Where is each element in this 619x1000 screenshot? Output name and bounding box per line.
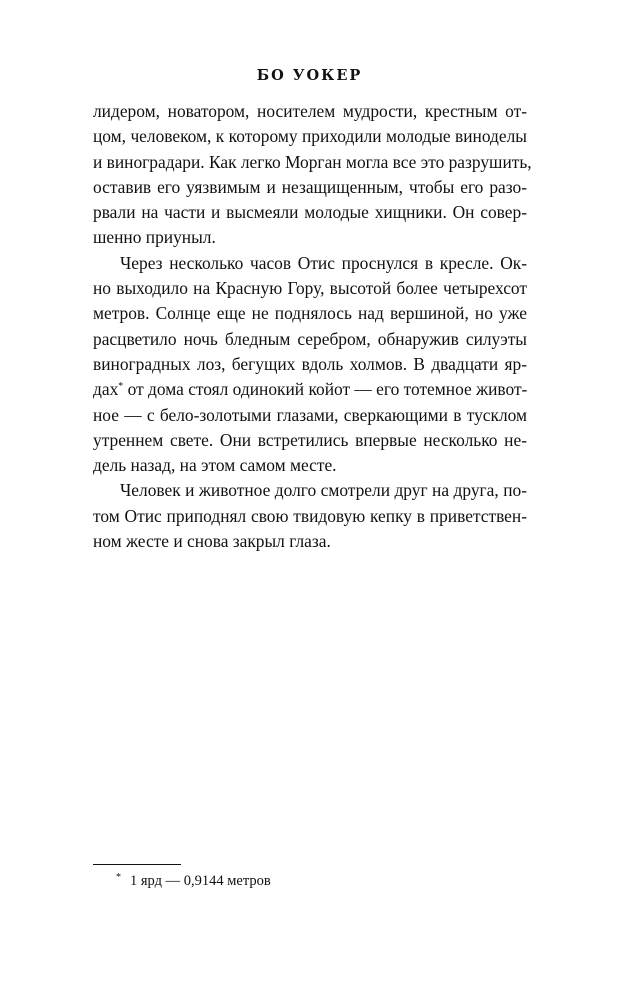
text-line: утреннем свете. Они встретились впервые несколько не- — [93, 429, 527, 450]
text-line: том Отис приподнял свою твидовую кепку в приветствен- — [93, 505, 527, 526]
text-line: шенно приуныл. — [93, 227, 216, 248]
text-line: и виноградари. Как легко Морган могла все это разрушить, — [93, 151, 532, 172]
text-line: оставив его уязвимым и незащищенным, чтобы его разо- — [93, 176, 527, 197]
footnote-text: 1 ярд — 0,9144 метров — [130, 873, 271, 889]
text-line: рвали на части и высмеяли молодые хищники. Он совер- — [93, 202, 527, 223]
text-fragment: от дома стоял одинокий койот — его тотемное живот- — [127, 379, 528, 400]
footnote-marker: * — [118, 381, 124, 393]
running-head: БО УОКЕР — [256, 67, 363, 84]
body-text — [93, 99, 532, 554]
text-line-with-footnote — [93, 377, 527, 402]
paragraph — [93, 251, 527, 479]
footnote-marker: * — [116, 872, 121, 883]
text-line: Человек и животное долго смотрели друг на друга, по- — [120, 480, 527, 501]
text-line: но выходило на Красную Гору, высотой более четырехсот — [93, 278, 527, 299]
text-line: метров. Солнце еще не поднялось над вершиной, но уже — [93, 303, 527, 324]
footnote — [116, 872, 271, 890]
text-fragment: дах — [93, 379, 119, 400]
text-line: лидером, новатором, носителем мудрости, крестным от- — [93, 101, 527, 121]
text-line: расцветило ночь бледным серебром, обнаружив силуэты — [93, 328, 527, 349]
text-line: цом, человеком, к которому приходили молодые виноделы — [93, 126, 527, 147]
paragraph — [93, 478, 527, 554]
text-line: ное — с бело-золотыми глазами, сверкающими в тусклом — [93, 404, 527, 425]
text-line: Через несколько часов Отис проснулся в кресле. Ок- — [120, 252, 527, 273]
footnote-divider — [93, 864, 181, 865]
paragraph — [93, 99, 532, 251]
text-line: ном жесте и снова закрыл глаза. — [93, 531, 331, 552]
text-line: дель назад, на этом самом месте. — [93, 455, 337, 476]
text-line: виноградных лоз, бегущих вдоль холмов. В двадцати яр- — [93, 353, 527, 374]
